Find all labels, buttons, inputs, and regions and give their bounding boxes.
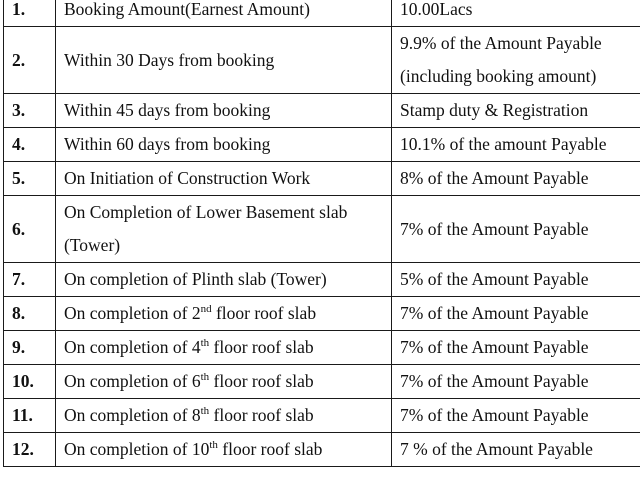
row-number: 4.	[4, 128, 56, 162]
table-row	[4, 297, 640, 331]
table-row	[4, 196, 640, 263]
stage-cell	[56, 196, 392, 263]
row-number: 7.	[4, 263, 56, 297]
amount-cell: 7% of the Amount Payable	[392, 331, 640, 365]
stage-text: On completion of 6	[64, 371, 201, 391]
row-number: 2.	[4, 27, 56, 94]
table-row	[4, 331, 640, 365]
amount-cell: 10.1% of the amount Payable	[392, 128, 640, 162]
amount-cell: 5% of the Amount Payable	[392, 263, 640, 297]
stage-text: On completion of 2	[64, 303, 201, 323]
ordinal-suffix: th	[200, 405, 210, 418]
row-number: 11.	[4, 399, 56, 433]
table-row	[4, 263, 640, 297]
stage-cell: Within 60 days from booking	[56, 128, 392, 162]
stage-cell: Within 45 days from booking	[56, 94, 392, 128]
amount-cell: 7% of the Amount Payable	[392, 399, 640, 433]
payment-schedule-table	[3, 0, 640, 467]
stage-text: floor roof slab	[209, 371, 314, 391]
table-row	[4, 365, 640, 399]
table-row	[4, 0, 640, 27]
row-number: 8.	[4, 297, 56, 331]
amount-line: 9.9% of the Amount Payable	[400, 33, 602, 53]
stage-cell	[56, 331, 392, 365]
table-row	[4, 94, 640, 128]
table-row	[4, 399, 640, 433]
stage-text: floor roof slab	[209, 337, 314, 357]
row-number: 6.	[4, 196, 56, 263]
amount-line: (including booking amount)	[400, 66, 597, 86]
stage-line: On Completion of Lower Basement slab	[64, 202, 348, 222]
row-number: 12.	[4, 433, 56, 467]
stage-text: On completion of 4	[64, 337, 201, 357]
stage-text: floor roof slab	[209, 405, 314, 425]
stage-cell: On completion of Plinth slab (Tower)	[56, 263, 392, 297]
table-row	[4, 433, 640, 467]
row-number: 3.	[4, 94, 56, 128]
stage-text: floor roof slab	[217, 439, 323, 459]
amount-cell: 10.00Lacs	[392, 0, 640, 27]
ordinal-suffix: nd	[200, 303, 212, 316]
amount-cell: 7% of the Amount Payable	[392, 297, 640, 331]
stage-cell	[56, 297, 392, 331]
table-row	[4, 162, 640, 196]
ordinal-suffix: th	[200, 337, 210, 350]
stage-cell	[56, 399, 392, 433]
table-row	[4, 128, 640, 162]
stage-text: floor roof slab	[211, 303, 317, 323]
stage-text: On completion of 10	[64, 439, 210, 459]
row-number: 1.	[4, 0, 56, 27]
row-number: 10.	[4, 365, 56, 399]
stage-text: On completion of 8	[64, 405, 201, 425]
stage-cell: On Initiation of Construction Work	[56, 162, 392, 196]
amount-cell: 8% of the Amount Payable	[392, 162, 640, 196]
stage-line: (Tower)	[64, 235, 121, 255]
table-row	[4, 27, 640, 94]
row-number: 5.	[4, 162, 56, 196]
amount-cell: 7% of the Amount Payable	[392, 365, 640, 399]
amount-cell: 7 % of the Amount Payable	[392, 433, 640, 467]
ordinal-suffix: th	[209, 439, 218, 452]
stage-cell	[56, 365, 392, 399]
stage-cell: Booking Amount(Earnest Amount)	[56, 0, 392, 27]
ordinal-suffix: th	[200, 371, 210, 384]
row-number: 9.	[4, 331, 56, 365]
amount-cell: Stamp duty & Registration	[392, 94, 640, 128]
stage-cell: Within 30 Days from booking	[56, 27, 392, 94]
stage-cell	[56, 433, 392, 467]
amount-cell	[392, 27, 640, 94]
amount-cell: 7% of the Amount Payable	[392, 196, 640, 263]
